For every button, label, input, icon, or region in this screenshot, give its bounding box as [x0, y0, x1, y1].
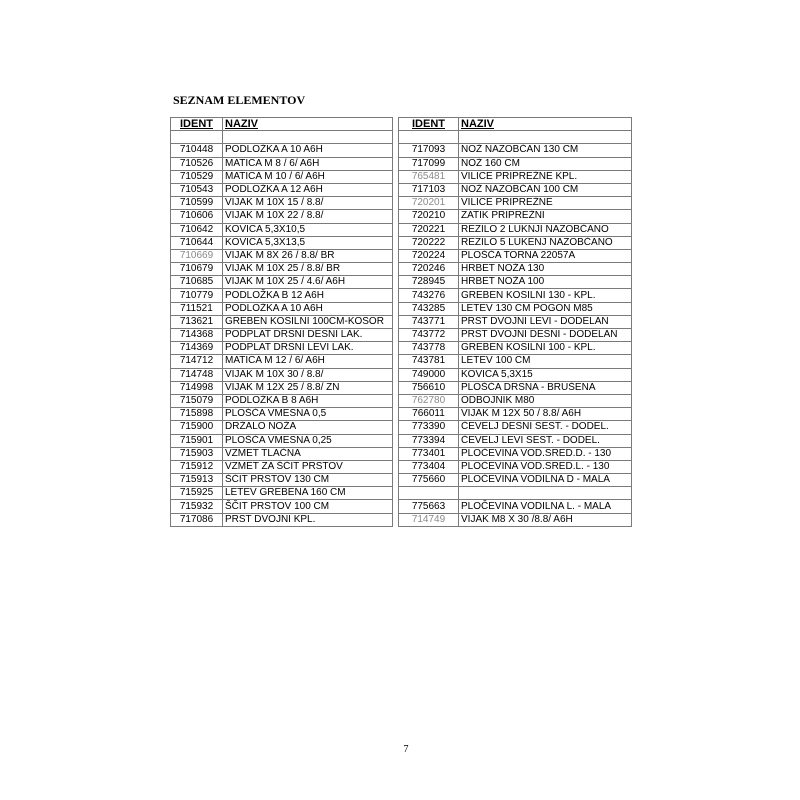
naziv-cell: [223, 131, 393, 144]
table-row: [399, 434, 632, 447]
naziv-cell: PODPLAT DRSNI LEVI LAK.: [223, 342, 393, 355]
table-row: [399, 368, 632, 381]
ident-cell: 710779: [171, 289, 223, 302]
table-row: [171, 236, 393, 249]
table-row: [399, 394, 632, 407]
naziv-cell: VIJAK M 10X 25 / 8.8/ BR: [223, 263, 393, 276]
table-row: [171, 302, 393, 315]
table-row: [399, 487, 632, 500]
ident-cell: 710599: [171, 197, 223, 210]
naziv-cell: ČEVELJ DESNI SEST. - DODEL.: [459, 421, 632, 434]
ident-cell: 714369: [171, 342, 223, 355]
ident-cell: 710669: [171, 249, 223, 262]
table-row: [399, 447, 632, 460]
ident-cell: 715898: [171, 408, 223, 421]
naziv-cell: VIJAK M 12X 50 / 8.8/ A6H: [459, 408, 632, 421]
table-row: [399, 263, 632, 276]
naziv-cell: VZMET TLAČNA: [223, 447, 393, 460]
table-row: [399, 500, 632, 513]
table-row: [399, 408, 632, 421]
naziv-cell: PLOŠČA TORNA 22057A: [459, 249, 632, 262]
naziv-cell: [459, 487, 632, 500]
ident-cell: 710644: [171, 236, 223, 249]
ident-cell: 715932: [171, 500, 223, 513]
naziv-cell: KOVICA 5,3X13,5: [223, 236, 393, 249]
naziv-cell: [459, 131, 632, 144]
ident-column-header: IDENT: [399, 118, 459, 131]
table-row: [399, 210, 632, 223]
table-row: [171, 210, 393, 223]
naziv-cell: LETEV GREBENA 160 CM: [223, 487, 393, 500]
naziv-cell: VIJAK M 10X 25 / 4.6/ A6H: [223, 276, 393, 289]
table-header-row: [171, 118, 393, 131]
ident-cell: 773394: [399, 434, 459, 447]
ident-cell: 743772: [399, 329, 459, 342]
naziv-cell: PRST DVOJNI LEVI - DODELAN: [459, 315, 632, 328]
ident-cell: 714712: [171, 355, 223, 368]
table-row: [171, 355, 393, 368]
ident-cell: 720201: [399, 197, 459, 210]
ident-cell: 710448: [171, 144, 223, 157]
ident-cell: 743771: [399, 315, 459, 328]
naziv-cell: VIJAK M 10X 15 / 8.8/: [223, 197, 393, 210]
table-row: [171, 381, 393, 394]
ident-cell: 775663: [399, 500, 459, 513]
ident-cell: 717093: [399, 144, 459, 157]
naziv-cell: ODBOJNIK M80: [459, 394, 632, 407]
table-row: [171, 474, 393, 487]
table-row: [171, 276, 393, 289]
naziv-cell: LETEV 130 CM POGON M85: [459, 302, 632, 315]
table-row: [171, 447, 393, 460]
table-row: [171, 500, 393, 513]
naziv-cell: MATICA M 10 / 6/ A6H: [223, 170, 393, 183]
ident-cell: 728945: [399, 276, 459, 289]
table-row: [171, 421, 393, 434]
ident-cell: 710529: [171, 170, 223, 183]
table-row: [171, 170, 393, 183]
table-row: [171, 223, 393, 236]
ident-cell: 773404: [399, 460, 459, 473]
naziv-cell: KOVICA 5,3X10,5: [223, 223, 393, 236]
ident-cell: 710685: [171, 276, 223, 289]
naziv-cell: ŠČIT PRSTOV 130 CM: [223, 474, 393, 487]
naziv-cell: HRBET NOŽA 130: [459, 263, 632, 276]
elements-table-right: [398, 117, 632, 527]
naziv-cell: REZILO 5 LUKENJ NAZOBČANO: [459, 236, 632, 249]
table-row: [171, 289, 393, 302]
table-row: [399, 302, 632, 315]
ident-cell: 714748: [171, 368, 223, 381]
table-row: [399, 131, 632, 144]
naziv-cell: VIJAK M 10X 30 / 8.8/: [223, 368, 393, 381]
table-row: [171, 394, 393, 407]
naziv-cell: VIJAK M8 X 30 /8.8/ A6H: [459, 513, 632, 526]
ident-cell: 762780: [399, 394, 459, 407]
ident-cell: 720246: [399, 263, 459, 276]
table-row: [171, 157, 393, 170]
ident-cell: 714749: [399, 513, 459, 526]
ident-cell: 720210: [399, 210, 459, 223]
table-row: [399, 157, 632, 170]
table-row: [171, 342, 393, 355]
table-row: [171, 144, 393, 157]
naziv-cell: REZILO 2 LUKNJI NAZOBČANO: [459, 223, 632, 236]
naziv-cell: MATICA M 8 / 6/ A6H: [223, 157, 393, 170]
table-row: [171, 131, 393, 144]
table-row: [399, 170, 632, 183]
table-row: [399, 236, 632, 249]
naziv-cell: MATICA M 12 / 6/ A6H: [223, 355, 393, 368]
ident-cell: [171, 131, 223, 144]
table-row: [399, 249, 632, 262]
table-row: [171, 408, 393, 421]
naziv-cell: GREBEN KOSILNI 130 - KPL.: [459, 289, 632, 302]
ident-cell: 773390: [399, 421, 459, 434]
ident-cell: [399, 487, 459, 500]
ident-cell: 715903: [171, 447, 223, 460]
elements-table-left: [170, 117, 393, 527]
ident-cell: 743778: [399, 342, 459, 355]
naziv-cell: PODLOŽKA A 10 A6H: [223, 144, 393, 157]
ident-cell: 720221: [399, 223, 459, 236]
table-row: [399, 474, 632, 487]
naziv-cell: ŠČIT PRSTOV 100 CM: [223, 500, 393, 513]
table-row: [399, 460, 632, 473]
ident-cell: 715900: [171, 421, 223, 434]
naziv-cell: NOŽ 160 CM: [459, 157, 632, 170]
table-row: [399, 315, 632, 328]
ident-cell: 720224: [399, 249, 459, 262]
ident-cell: 710679: [171, 263, 223, 276]
ident-cell: 775660: [399, 474, 459, 487]
table-row: [399, 355, 632, 368]
naziv-cell: NOŽ NAZOBČAN 130 CM: [459, 144, 632, 157]
ident-cell: 710606: [171, 210, 223, 223]
naziv-cell: PODLOŽKA A 12 A6H: [223, 183, 393, 196]
naziv-cell: PODLOŽKA B 12 A6H: [223, 289, 393, 302]
ident-cell: 710543: [171, 183, 223, 196]
naziv-cell: PLOČEVINA VOD.SRED.D. - 130: [459, 447, 632, 460]
naziv-cell: PLOŠČA DRSNA - BRUŠENA: [459, 381, 632, 394]
ident-cell: 749000: [399, 368, 459, 381]
ident-column-header: IDENT: [171, 118, 223, 131]
ident-cell: [399, 131, 459, 144]
naziv-cell: PRST DVOJNI KPL.: [223, 513, 393, 526]
table-row: [399, 513, 632, 526]
ident-cell: 710526: [171, 157, 223, 170]
naziv-cell: HRBET NOŽA 100: [459, 276, 632, 289]
naziv-cell: ZATIK PRIPREŽNI: [459, 210, 632, 223]
table-row: [171, 315, 393, 328]
naziv-cell: NOŽ NAZOBČAN 100 CM: [459, 183, 632, 196]
ident-cell: 715079: [171, 394, 223, 407]
naziv-cell: PLOČEVINA VODILNA D - MALA: [459, 474, 632, 487]
ident-cell: 720222: [399, 236, 459, 249]
naziv-cell: KOVICA 5,3X15: [459, 368, 632, 381]
ident-cell: 743781: [399, 355, 459, 368]
naziv-cell: GREBEN KOSILNI 100 - KPL.: [459, 342, 632, 355]
table-row: [171, 183, 393, 196]
naziv-cell: ČEVELJ LEVI SEST. - DODEL.: [459, 434, 632, 447]
naziv-cell: PLOŠČA VMESNA 0,25: [223, 434, 393, 447]
ident-cell: 717086: [171, 513, 223, 526]
page-number: 7: [403, 744, 409, 755]
naziv-cell: VZMET ZA ŠČIT PRSTOV: [223, 460, 393, 473]
ident-cell: 711521: [171, 302, 223, 315]
table-row: [171, 197, 393, 210]
naziv-cell: PODLOŽKA A 10 A6H: [223, 302, 393, 315]
naziv-cell: GREBEN KOSILNI 100CM-KOSOR: [223, 315, 393, 328]
ident-cell: 714998: [171, 381, 223, 394]
naziv-cell: PLOČEVINA VODILNA L. - MALA: [459, 500, 632, 513]
table-row: [171, 460, 393, 473]
naziv-cell: PRST DVOJNI DESNI - DODELAN: [459, 329, 632, 342]
table-row: [399, 276, 632, 289]
table-row: [171, 368, 393, 381]
ident-cell: 715925: [171, 487, 223, 500]
naziv-cell: PODPLAT DRSNI DESNI LAK.: [223, 329, 393, 342]
ident-cell: 713621: [171, 315, 223, 328]
table-row: [399, 289, 632, 302]
ident-cell: 717103: [399, 183, 459, 196]
naziv-cell: DRŽALO NOŽA: [223, 421, 393, 434]
ident-cell: 773401: [399, 447, 459, 460]
table-row: [171, 434, 393, 447]
ident-cell: 717099: [399, 157, 459, 170]
table-row: [171, 263, 393, 276]
table-row: [399, 342, 632, 355]
naziv-cell: VILICE PRIPREŽNE KPL.: [459, 170, 632, 183]
ident-cell: 756610: [399, 381, 459, 394]
table-row: [399, 381, 632, 394]
table-row: [399, 144, 632, 157]
naziv-column-header: NAZIV: [459, 118, 632, 131]
naziv-cell: PODLOŽKA B 8 A6H: [223, 394, 393, 407]
table-row: [399, 223, 632, 236]
ident-cell: 715901: [171, 434, 223, 447]
naziv-cell: VIJAK M 10X 22 / 8.8/: [223, 210, 393, 223]
naziv-cell: VIJAK M 12X 25 / 8.8/ ZN: [223, 381, 393, 394]
table-row: [171, 513, 393, 526]
table-row: [171, 249, 393, 262]
naziv-cell: PLOŠČA VMESNA 0,5: [223, 408, 393, 421]
ident-cell: 743285: [399, 302, 459, 315]
table-row: [171, 329, 393, 342]
table-row: [399, 329, 632, 342]
table-row: [399, 421, 632, 434]
ident-cell: 715913: [171, 474, 223, 487]
table-row: [399, 183, 632, 196]
ident-cell: 710642: [171, 223, 223, 236]
ident-cell: 743276: [399, 289, 459, 302]
ident-cell: 766011: [399, 408, 459, 421]
ident-cell: 765481: [399, 170, 459, 183]
document-title: SEZNAM ELEMENTOV: [173, 93, 306, 107]
ident-cell: 714368: [171, 329, 223, 342]
naziv-column-header: NAZIV: [223, 118, 393, 131]
naziv-cell: VIJAK M 8X 26 / 8.8/ BR: [223, 249, 393, 262]
naziv-cell: LETEV 100 CM: [459, 355, 632, 368]
ident-cell: 715912: [171, 460, 223, 473]
naziv-cell: VILICE PRIPREŽNE: [459, 197, 632, 210]
table-row: [171, 487, 393, 500]
table-row: [399, 197, 632, 210]
naziv-cell: PLOČEVINA VOD.SRED.L. - 130: [459, 460, 632, 473]
table-header-row: [399, 118, 632, 131]
